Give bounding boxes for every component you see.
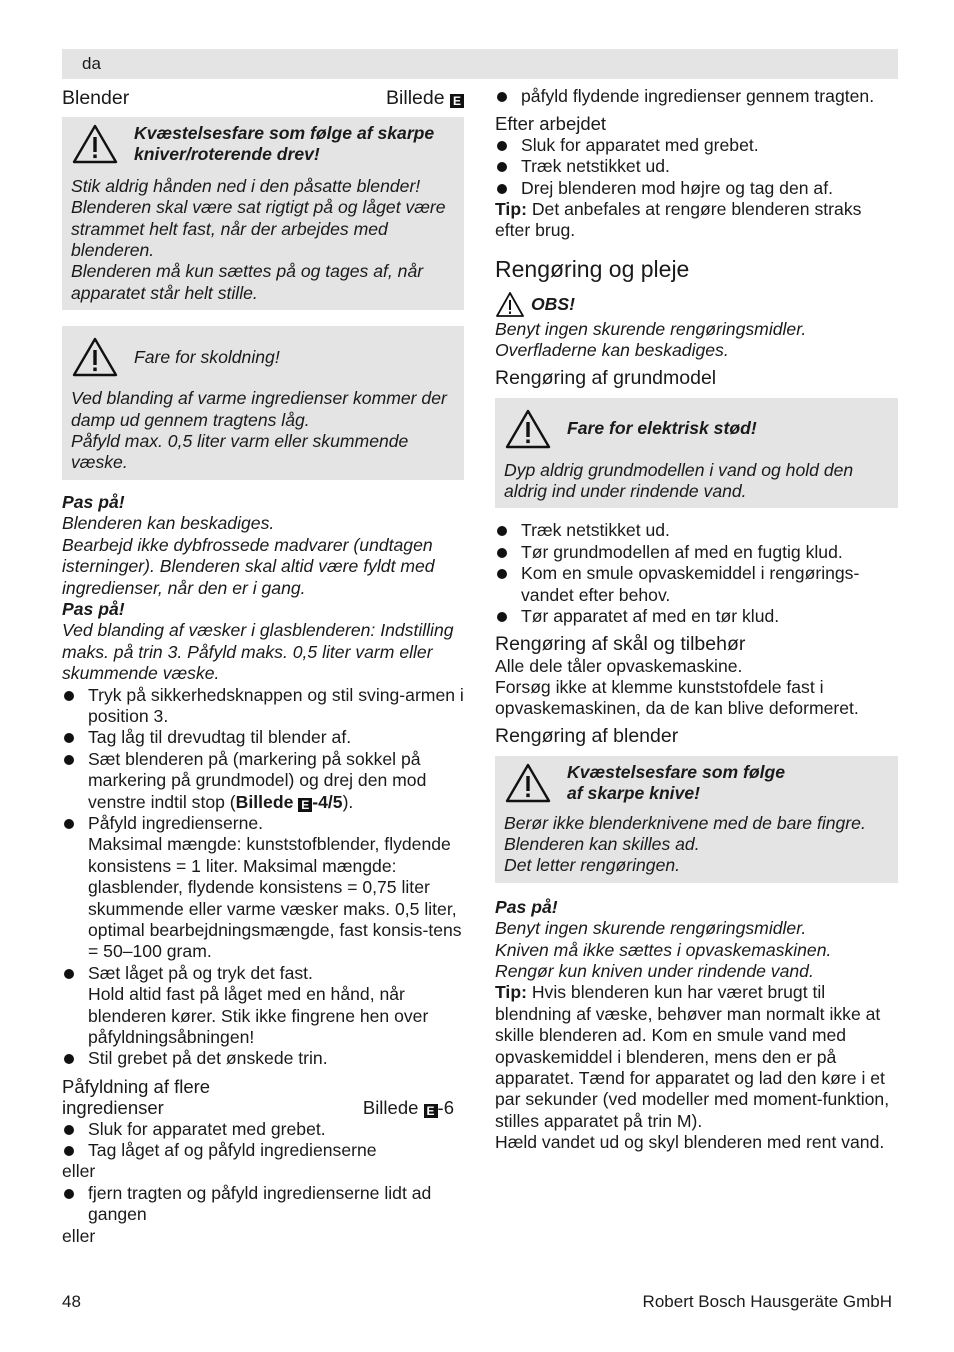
- warning-box-electric: [495, 398, 898, 509]
- list-item: fjern tragten og påfyld ingredienserne lidt ad gangen: [62, 1183, 464, 1226]
- instruction-list: [62, 685, 464, 1070]
- caution-title: Pas på!: [495, 896, 558, 917]
- list-item: Sluk for apparatet med grebet.: [495, 135, 898, 156]
- bowl-cleaning-text: Alle dele tåler opvaskemaskine.: [495, 655, 743, 676]
- figure-e-icon: E: [298, 798, 312, 812]
- instruction-list: [495, 86, 898, 107]
- list-item: Tag låget af og påfyld ingredienserne: [62, 1140, 464, 1161]
- or-text: eller: [62, 1161, 96, 1182]
- list-item: Sæt låget på og tryk det fast. Hold altid fast på låget med en hånd, når blenderen kører. Stik ikke fingrene hen over påfyldningsåbningen!: [62, 963, 464, 1049]
- warning-triangle-icon: [504, 408, 552, 450]
- refill-title: Påfyldning af flere: [62, 1075, 211, 1097]
- caution-text: Kniven må ikke sættes i opvaskemaskinen.: [495, 939, 832, 960]
- figure-e-icon: E: [450, 94, 464, 108]
- warning-box-knives: [495, 756, 898, 883]
- refill-heading: [62, 1076, 464, 1119]
- warning-triangle-icon: [71, 123, 119, 165]
- tip-text: Hæld vandet ud og skyl blenderen med rent vand.: [495, 1132, 885, 1153]
- page-number: 48: [62, 1292, 81, 1311]
- obs-heading: [495, 291, 898, 319]
- tip-text: Tip: Det anbefales at rengøre blenderen straks efter brug.: [495, 199, 862, 241]
- list-item: Sluk for apparatet med grebet.: [62, 1119, 464, 1140]
- blender-title: Blender: [62, 87, 130, 109]
- list-item: påfyld flydende ingredienser gennem tragten.: [495, 86, 898, 107]
- warning-text: Det letter rengøringen.: [504, 855, 681, 876]
- after-work-list: [495, 135, 898, 199]
- caution-text: Ved blanding af væsker i glasblenderen: Indstilling maks. på trin 3. Påfyld maks. 0,5 liter varm eller skummende væske.: [62, 620, 454, 684]
- list-item: Tag låg til drevudtag til blender af.: [62, 727, 464, 748]
- warning-text: Stik aldrig hånden ned i den påsatte blender! Blenderen skal være sat rigtigt på og låget være strammet helt fast, når der arbejdes med blenderen.: [71, 175, 446, 261]
- after-work-title: Efter arbejdet: [495, 113, 607, 135]
- warning-title: Fare for elektrisk stød!: [567, 417, 757, 438]
- warning-text: Dyp aldrig grundmodellen i vand og hold den aldrig ind under rindende vand.: [504, 459, 854, 502]
- bowl-cleaning-title: Rengøring af skål og tilbehør: [495, 632, 746, 655]
- language-code: da: [82, 54, 101, 73]
- refill-title: ingredienser: [62, 1097, 164, 1119]
- list-item: Stil grebet på det ønskede trin.: [62, 1048, 464, 1069]
- warning-title: Fare for skoldning!: [134, 346, 280, 367]
- obs-text: Overfladerne kan beskadiges.: [495, 340, 729, 361]
- warning-triangle-icon: [495, 291, 525, 319]
- base-cleaning-list: [495, 520, 898, 627]
- blender-figure-ref: Billede E: [386, 86, 464, 110]
- warning-title: Kvæstelsesfare som følge af skarpe knive!: [567, 761, 786, 804]
- bowl-cleaning-text: Forsøg ikke at klemme kunststofdele fast i opvaskemaskinen, da de kan blive deformeret.: [495, 676, 859, 719]
- list-item: Påfyld ingredienserne. Maksimal mængde: kunststofblender, flydende konsistens = 1 liter. Maksimal mængde: glasblender, flydende konsistens = 0,75 liter skummende eller varme væsker maks. 0,5 liter, optimal bearbejdningsmængde, fast konsis-tens = 50–100 gram.: [62, 813, 464, 963]
- right-column: [495, 86, 898, 1154]
- warning-text: Ved blanding af varme ingredienser kommer der damp ud gennem tragtens låg.: [71, 388, 447, 430]
- cleaning-section-title: Rengøring og pleje: [495, 255, 690, 282]
- caution-title: Pas på!: [62, 491, 125, 512]
- list-item: Kom en smule opvaskemiddel i rengørings-vandet efter behov.: [495, 563, 898, 606]
- warning-triangle-icon: [504, 762, 552, 804]
- caution-text: Bearbejd ikke dybfrossede madvarer (undtagen isterninger). Blenderen skal altid være fyldt med ingredienser, når den er i gang.: [62, 534, 435, 598]
- warning-title: Kvæstelsesfare som følge af skarpe kniver/roterende drev!: [134, 123, 435, 165]
- caution-title: Pas på!: [62, 598, 125, 619]
- caution-text: Blenderen kan beskadiges.: [62, 513, 275, 534]
- warning-text: Berør ikke blenderknivene med de bare fingre.: [504, 812, 866, 833]
- list-item: Drej blenderen mod højre og tag den af.: [495, 178, 898, 199]
- caution-text: Rengør kun kniven under rindende vand.: [495, 960, 814, 981]
- language-header-bar: [62, 49, 898, 79]
- warning-text: Blenderen må kun sættes på og tages af, når apparatet står helt stille.: [71, 261, 424, 303]
- refill-list: [62, 1119, 464, 1162]
- caution-text: Benyt ingen skurende rengøringsmidler.: [495, 918, 807, 939]
- warning-box-injury: [62, 117, 464, 310]
- company-name: Robert Bosch Hausgeräte GmbH: [642, 1292, 892, 1311]
- list-item: Tryk på sikkerhedsknappen og stil sving-armen i position 3.: [62, 685, 464, 728]
- warning-text: Påfyld max. 0,5 liter varm eller skummende væske.: [71, 431, 409, 473]
- list-item: Tør apparatet af med en tør klud.: [495, 606, 898, 627]
- refill-figure-ref: Billede E -6: [362, 1097, 454, 1119]
- figure-e-icon: E: [424, 1104, 438, 1118]
- warning-text: Blenderen kan skilles ad.: [504, 833, 700, 854]
- or-text: eller: [62, 1225, 96, 1246]
- list-item: Træk netstikket ud.: [495, 520, 898, 541]
- list-item: Sæt blenderen på (markering på sokkel på markering på grundmodel) og drej den mod venstre indtil stop (Billede E -4/5).: [62, 749, 464, 813]
- blender-cleaning-title: Rengøring af blender: [495, 724, 679, 747]
- obs-title: OBS!: [531, 294, 575, 315]
- blender-heading: [62, 86, 464, 110]
- warning-triangle-icon: [71, 336, 119, 378]
- obs-text: Benyt ingen skurende rengøringsmidler.: [495, 318, 807, 339]
- base-cleaning-title: Rengøring af grundmodel: [495, 366, 717, 389]
- left-column: [62, 86, 464, 1247]
- tip-text: Tip: Hvis blenderen kun har været brugt til blendning af væske, behøver man normalt ikke at skille blenderen ad. Kom en smule vand med opvaskemiddel i blenderen, mens den er på apparatet. Tænd for apparatet og lad den køre i et par sekunder (ved modeller med moment-funktion, stilles apparatet på trin M).: [495, 982, 890, 1131]
- refill-list: [62, 1183, 464, 1226]
- warning-box-scald: [62, 326, 464, 480]
- list-item: Tør grundmodellen af med en fugtig klud.: [495, 542, 898, 563]
- list-item: Træk netstikket ud.: [495, 156, 898, 177]
